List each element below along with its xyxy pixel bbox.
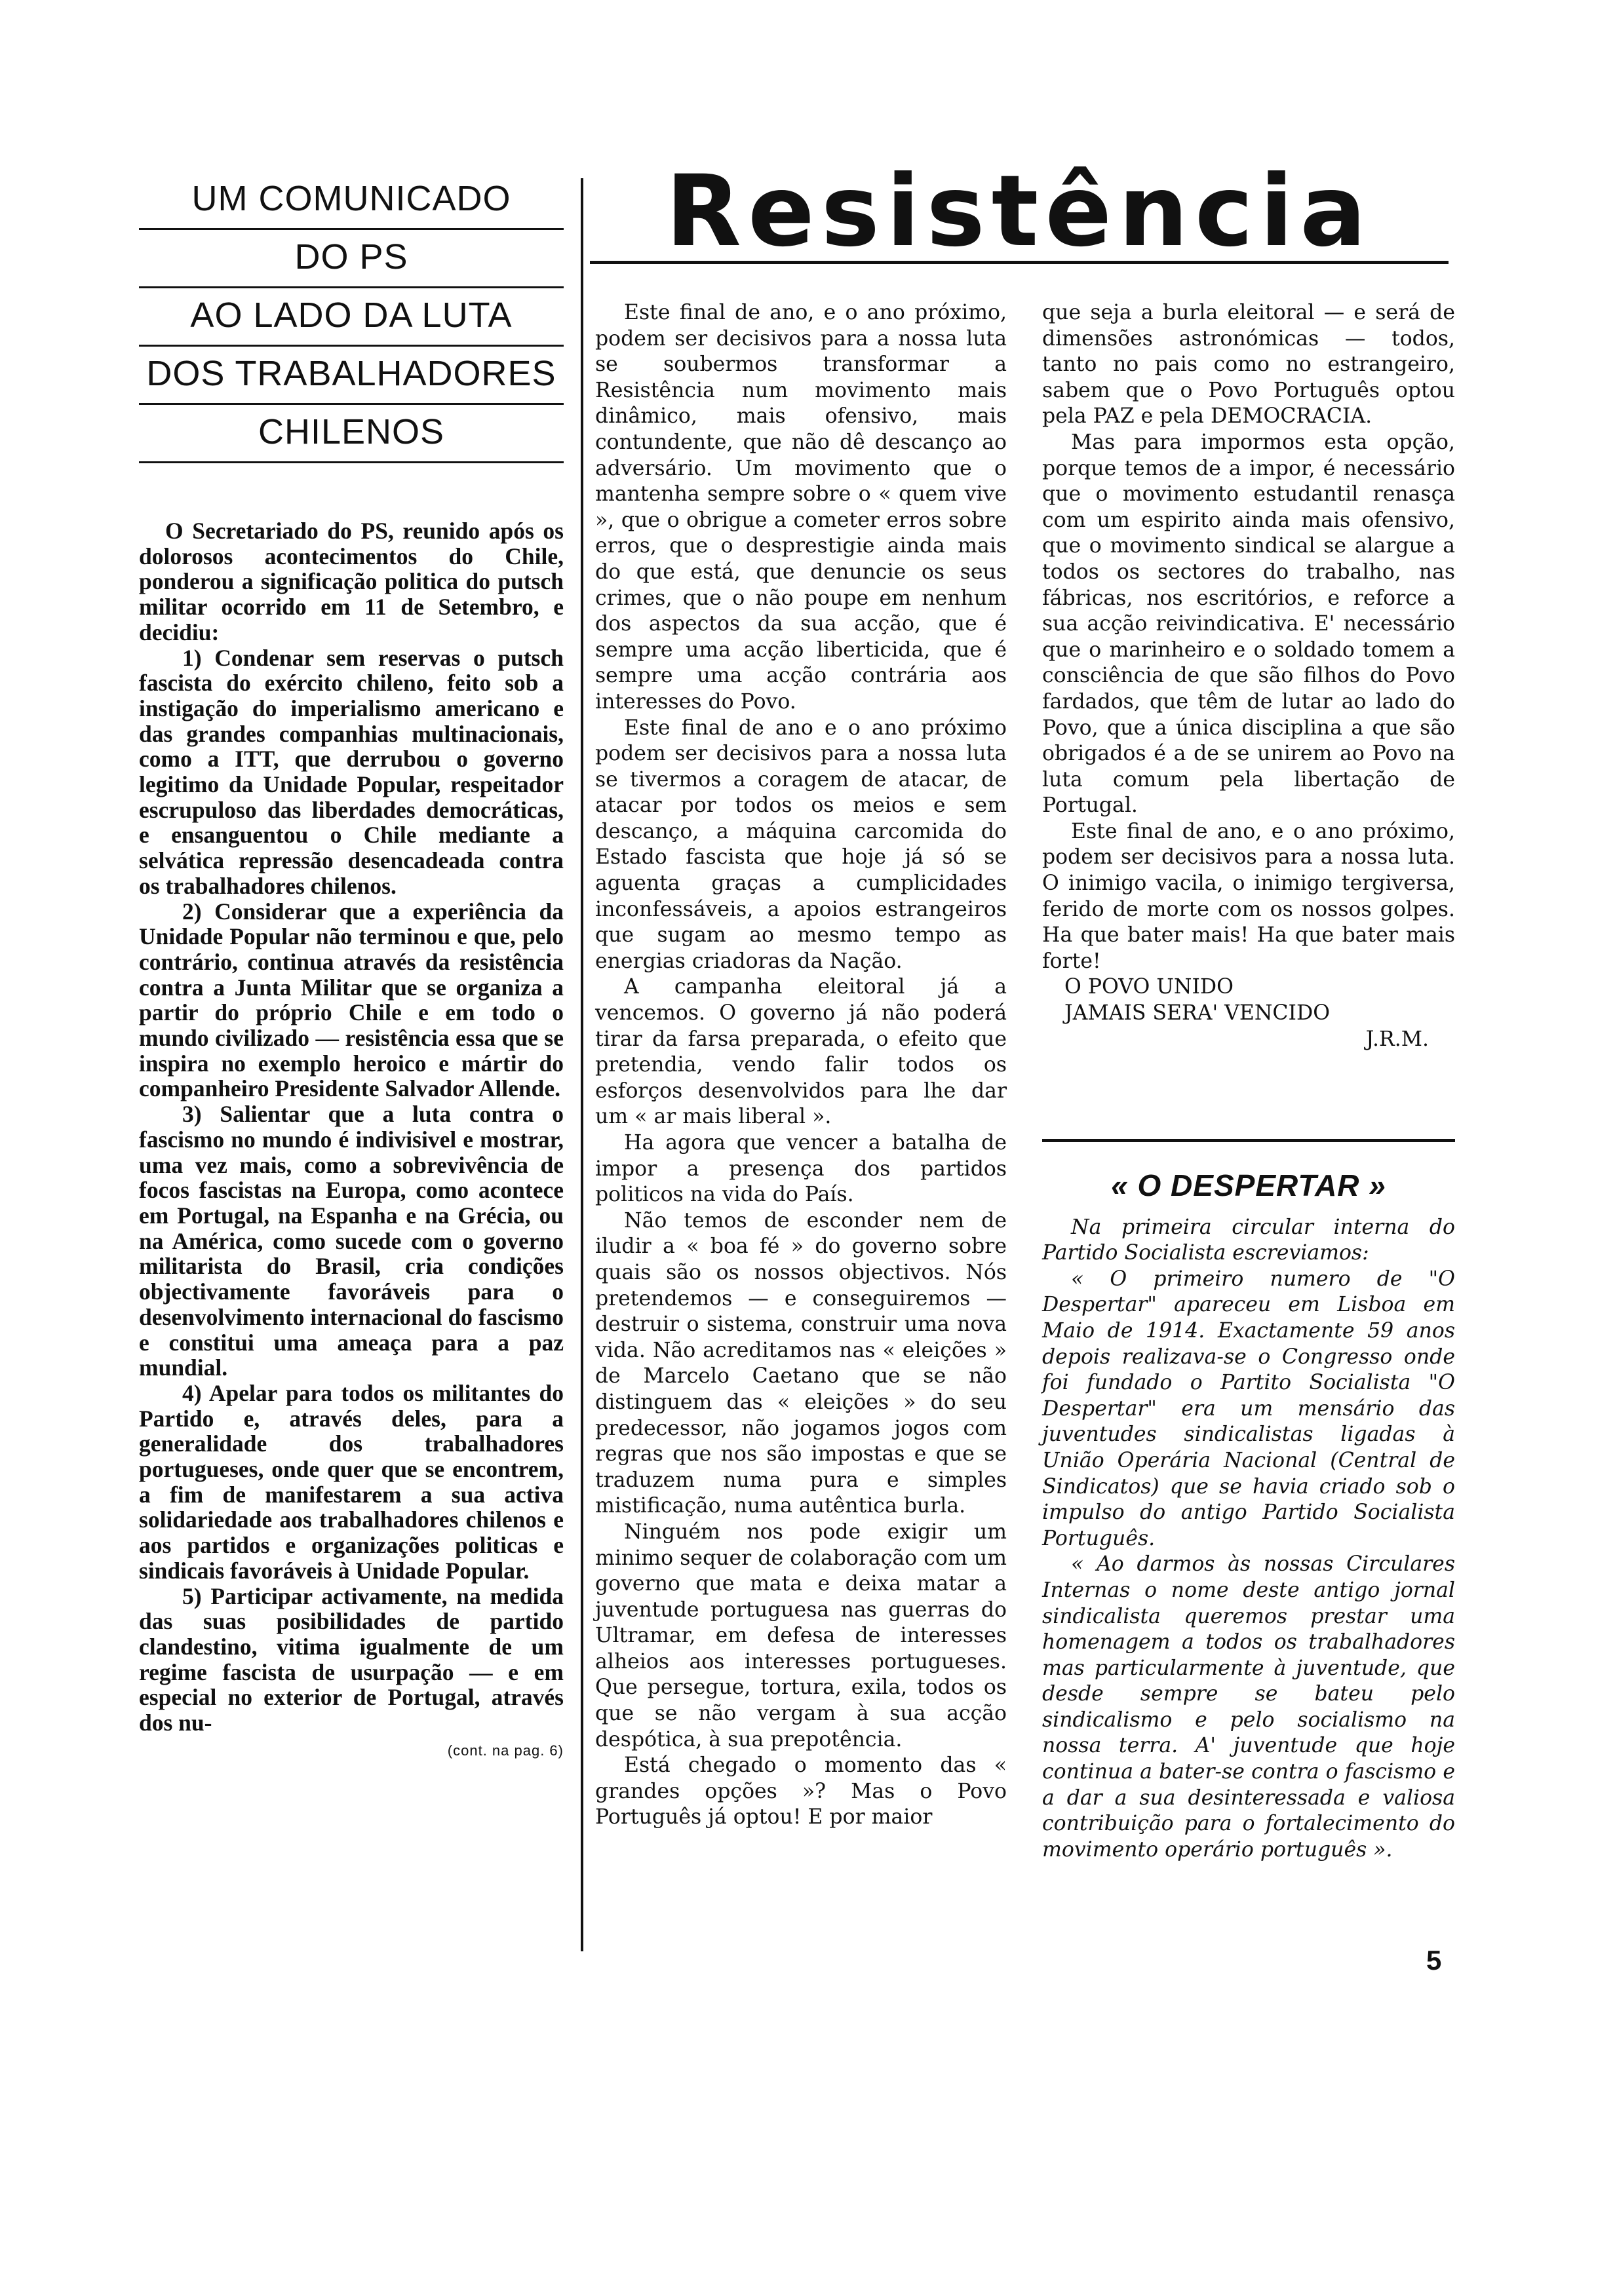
article-paragraph: Ninguém nos pode exigir um minimo sequer de colaboração com um governo que mata e deixa matar a juventude portuguesa nas guerras do Ultramar, em defesa de interesses alheios aos interesses portugueses. Que persegue, tortura, exila, todos os que se não vergam à sua acção despótica, à sua prepotência. <box>595 1520 1007 1751</box>
slogan-line: JAMAIS SERA' VENCIDO <box>1064 1001 1331 1025</box>
resistencia-title: Resistência <box>665 155 1373 269</box>
column-divider <box>581 178 583 1951</box>
resistencia-column-2 <box>1042 300 1455 1052</box>
continued-note: (cont. na pag. 6) <box>447 1742 564 1759</box>
despertar-title: « O DESPERTAR » <box>1111 1168 1386 1202</box>
despertar-paragraph: Na primeira circular interna do Partido Socialista escreviamos: <box>1042 1215 1455 1265</box>
headline-line-2: DO PS <box>294 237 408 277</box>
article-paragraph: Mas para impormos esta opção, porque temos de a impor, é necessário que o movimento estudantil renasça com um espirito ainda mais ofensivo, que o movimento sindical se alargue a todos os sectores do trabalho, nas fábricas, nos escritórios, e reforce a sua acção reivindicativa. E' necessário que o marinheiro e o soldado tomem a consciência de que são filhos do Povo fardados, que têm de lutar ao lado do Povo, que a única disciplina a que são obrigados é a de se unirem ao Povo na luta comum pela libertação de Portugal. <box>1042 430 1455 818</box>
communique-paragraph: O Secretariado do PS, reunido após os dolorosos acontecimentos do Chile, ponderou a significação politica do putsch militar ocorrido em 11 de Setembro, e decidiu: <box>139 518 564 645</box>
slogan-line: O POVO UNIDO <box>1064 975 1234 999</box>
article-paragraph: Está chegado o momento das « grandes opções »? Mas o Povo Português já optou! E por maior <box>595 1753 1007 1829</box>
despertar-paragraph: « Ao darmos às nossas Circulares Internas o nome deste antigo jornal sindicalista queremos prestar uma homenagem a todos os trabalhadores mas particularmente à juventude, que desde sempre se bateu pelo sindicalismo e pelo socialismo na nossa terra. A' juventude que hoje continua a bater-se contra o fascismo e a dar a sua desinteressada e valiosa contribuição para o fortalecimento do movimento operário português ». <box>1042 1552 1455 1862</box>
article-paragraph: A campanha eleitoral já a vencemos. O governo já não poderá tirar da farsa preparada, o efeito que pretendia, vendo falir todos os esforços desenvolvidos para lhe dar um « ar mais liberal ». <box>595 975 1007 1129</box>
despertar-section <box>1042 1168 1455 1863</box>
article-paragraph: Este final de ano, e o ano próximo, podem ser decisivos para a nossa luta. O inimigo vacila, o inimigo tergiversa, ferido de morte com os nossos golpes. Ha que bater mais! Ha que bater mais forte! <box>1042 819 1455 973</box>
article-paragraph: que seja a burla eleitoral — e será de dimensões astronómicas — todos, tanto no pais como no estrangeiro, sabem que o Povo Português optou pela PAZ e pela DEMOCRACIA. <box>1042 301 1455 429</box>
resistencia-column-1 <box>595 300 1007 1831</box>
despertar-paragraph: « O primeiro numero de "O Despertar" apareceu em Lisboa em Maio de 1914. Exactamente 59 anos depois realizava-se o Congresso onde foi fundado o Partito Socialista "O Despertar" era um mensário das juventudes sindicalistas ligadas à União Operária Nacional (Central de Sindicatos) que se havia criado sob o impulso do antigo Partido Socialista Português. <box>1042 1267 1455 1550</box>
headline-line-4: DOS TRABALHADORES <box>146 354 556 393</box>
communique-paragraph: 4) Apelar para todos os militantes do Partido e, através deles, para a generalidade dos trabalhadores portugueses, onde quer que se encontrem, a fim de manifestarem a sua activa solidariedade aos trabalhadores chilenos e aos partidos e organizações politicas e sindicais favoráveis à Unidade Popular. <box>139 1379 564 1584</box>
communique-paragraph: 5) Participar activamente, na medida das suas posibilidades de partido clandestino, vitima igualmente de um regime fascista de usurpação — e em especial no exterior de Portugal, através dos nu- <box>139 1582 564 1736</box>
page-number: 5 <box>1426 1945 1442 1976</box>
article-paragraph: Este final de ano, e o ano próximo, podem ser decisivos para a nossa luta se soubermos transformar a Resistência num movimento mais dinâmico, mais ofensivo, mais contundente, que não dê descanço ao adversário. Um movimento que o mantenha sempre sobre o « quem vive », que o obrigue a cometer erros sobre erros, que o desprestigie ainda mais do que está, que denuncie os seus crimes, que o não poupe em nenhum dos aspectos da sua acção, que é sempre uma acção liberticida, que é sempre uma acção contrária aos interesses do Povo. <box>595 301 1007 714</box>
section-rule <box>1042 1139 1455 1142</box>
title-rule <box>590 261 1449 264</box>
communique-paragraph: 2) Considerar que a experiência da Unidade Popular não terminou e que, pelo contrário, continua através da resistência contra a Junta Militar que se organiza a partir do próprio Chile e em todo o mundo civilizado — resistência essa que se inspira no exemplo heroico e mártir do companheiro Presidente Salvador Allende. <box>139 898 564 1102</box>
headline-line-5: CHILENOS <box>258 412 445 451</box>
article-paragraph: Ha agora que vencer a batalha de impor a presença dos partidos politicos na vida do País. <box>595 1131 1007 1207</box>
headline-line-3: AO LADO DA LUTA <box>190 296 513 335</box>
ps-communique-column <box>139 172 564 1759</box>
communique-paragraph: 1) Condenar sem reservas o putsch fascista do exército chileno, feito sob a instigação do imperialismo americano e das grandes companhias multinacionais, como a ITT, que derrubou o governo legitimo da Unidade Popular, respeitador escrupuloso das liberdades democráticas, e ensanguentou o Chile mediante a selvática repressão desencadeada contra os trabalhadores chilenos. <box>139 644 564 899</box>
author-initials: J.R.M. <box>1365 1027 1429 1051</box>
article-paragraph: Este final de ano e o ano próximo podem ser decisivos para a nossa luta se tivermos a coragem de atacar, de atacar por todos os meios e sem descanço, a máquina carcomida do Estado fascista que hoje já só se aguenta graças a cumplicidades inconfessáveis, a apoios estrangeiros que sugam ao mesmo tempo as energias criadoras da Nação. <box>595 716 1007 973</box>
headline-line-1: UM COMUNICADO <box>191 179 511 218</box>
article-paragraph: Não temos de esconder nem de iludir a « boa fé » do governo sobre quais são os nossos objectivos. Nós pretendemos — e conseguiremos — destruir o sistema, construir uma nova vida. Não acreditamos nas « eleições » de Marcelo Caetano que se não distinguem das « eleições » do seu predecessor, não jogamos jogos com regras que nos são impostas e que se traduzem numa pura e simples mistificação, numa autêntica burla. <box>595 1208 1007 1518</box>
communique-paragraph: 3) Salientar que a luta contra o fascismo no mundo é indivisivel e mostrar, uma vez mais, como a sobrevivência de focos fascistas na Europa, como acontece em Portugal, na Espanha e na Grécia, ou na América, como sucede com o governo militarista do Brasil, cria condições objectivamente favoráveis para o desenvolvimento internacional do fascismo e constitui uma ameaça para a paz mundial. <box>139 1101 564 1381</box>
headline-divider <box>139 461 564 463</box>
communique-headline <box>139 172 564 463</box>
communique-body <box>139 518 564 1736</box>
